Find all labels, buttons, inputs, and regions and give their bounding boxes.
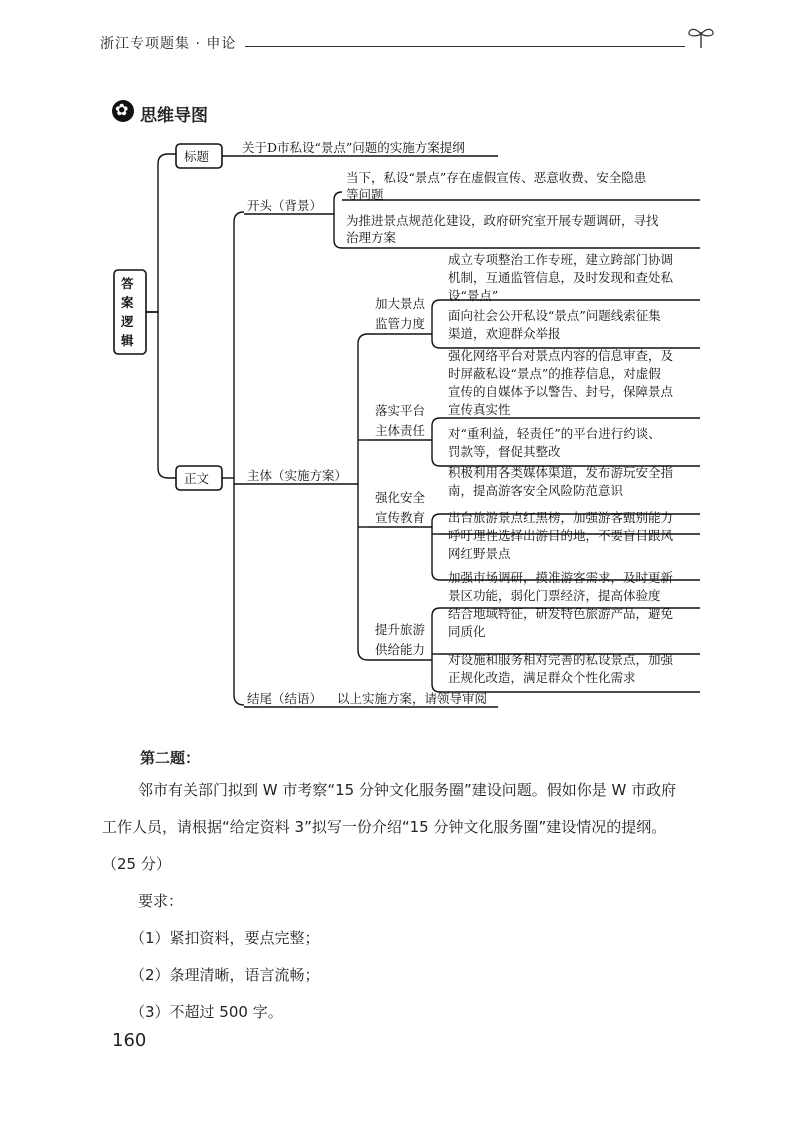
item-text: 渠道，欢迎群众举报 (448, 326, 561, 341)
question-line: 邻市有关部门拟到 W 市考察“15 分钟文化服务圈”建设问题。假如你是 W 市政府 (138, 781, 677, 799)
opening-item-text: 治理方案 (346, 230, 397, 245)
opening-item-text: 当下，私设“景点”存在虚假宣传、恶意收费、安全隐患 (346, 170, 647, 185)
mind-map (100, 130, 720, 730)
item-text: 南，提高游客安全风险防范意识 (448, 483, 624, 498)
opening-branch (334, 214, 342, 248)
section-title: 思维导图 (140, 106, 208, 126)
item-branch (432, 514, 440, 527)
item-text: 积极利用各类媒体渠道，发布游玩安全指 (448, 465, 674, 480)
item-text: 结合地域特征，研发特色旅游产品，避免 (448, 606, 674, 621)
root-to-body-line (146, 312, 176, 478)
requirement-item: （1）紧扣资料，要点完整； (130, 929, 320, 947)
item-text: 强化网络平台对景点内容的信息审查，及 (448, 348, 674, 363)
body-node-label: 正文 (184, 471, 210, 486)
group-spine (358, 484, 368, 660)
page-number: 160 (112, 1030, 147, 1051)
ending-text: 以上实施方案，请领导审阅 (337, 691, 488, 706)
item-branch (432, 660, 440, 692)
question-body (102, 772, 712, 1031)
item-text: 呼吁理性选择出游目的地，不要盲目跟风 (448, 528, 674, 543)
requirements-title: 要求： (138, 892, 184, 910)
group-spine (358, 334, 368, 484)
item-text: 正规化改造，满足群众个性化需求 (448, 670, 636, 685)
body-to-ending-line (234, 478, 244, 705)
root-node-char: 辑 (121, 333, 134, 348)
item-branch (432, 300, 440, 334)
body-to-opening-line (234, 212, 244, 478)
root-node-char: 案 (121, 295, 134, 310)
item-branch (432, 527, 440, 580)
item-text: 时屏蔽私设“景点”的推荐信息，对虚假 (448, 366, 661, 381)
group-label: 强化安全 (375, 490, 426, 505)
item-text: 宣传的自媒体予以警告、封号，保障景点 (448, 384, 674, 399)
item-text: 加强市场调研，摸准游客需求，及时更新 (448, 570, 674, 585)
question-title: 第二题： (140, 749, 201, 767)
opening-branch (334, 192, 342, 214)
item-text: 对“重利益，轻责任”的平台进行约谈、 (448, 426, 661, 441)
opening-label: 开头（背景） (247, 198, 323, 213)
item-branch (432, 608, 440, 660)
item-text: 设“景点” (448, 288, 499, 303)
item-branch (432, 418, 440, 440)
item-branch (432, 440, 440, 466)
title-text: 关于D市私设“景点”问题的实施方案提纲 (242, 140, 465, 155)
group-label: 供给能力 (375, 642, 426, 657)
ending-label: 结尾（结语） (247, 691, 323, 706)
header-rule (245, 46, 685, 47)
item-branch (432, 334, 440, 348)
opening-item-text: 等问题 (346, 187, 384, 202)
group-label: 提升旅游 (375, 622, 426, 637)
root-node-char: 答 (121, 276, 134, 291)
item-text: 景区功能，弱化门票经济，提高体验度 (448, 588, 661, 603)
requirement-item: （2）条理清晰，语言流畅； (130, 966, 320, 984)
item-text: 对设施和服务相对完善的私设景点，加强 (448, 652, 674, 667)
item-text: 面向社会公开私设“景点”问题线索征集 (448, 308, 661, 323)
book-title: 浙江专项题集 · 申论 (100, 36, 237, 52)
flower-badge-icon (112, 100, 134, 122)
item-text: 出台旅游景点红黑榜，加强游客甄别能力 (448, 510, 674, 525)
question-line: 工作人员，请根据“给定资料 3”拟写一份介绍“15 分钟文化服务圈”建设情况的提纲。 (102, 818, 667, 836)
group-label: 宣传教育 (375, 510, 426, 525)
group-label: 监管力度 (375, 316, 426, 331)
opening-item-text: 为推进景点规范化建设，政府研究室开展专题调研，寻找 (346, 213, 659, 228)
question-line: （25 分） (102, 855, 171, 873)
group-label: 主体责任 (375, 423, 426, 438)
group-label: 落实平台 (375, 403, 426, 418)
item-text: 网红野景点 (448, 546, 511, 561)
item-text: 机制，互通监管信息，及时发现和查处私 (448, 270, 674, 285)
requirement-item: （3）不超过 500 字。 (130, 1003, 283, 1021)
title-node-label: 标题 (184, 149, 210, 164)
item-text: 同质化 (448, 624, 486, 639)
item-text: 罚款等，督促其整改 (448, 444, 561, 459)
sprout-icon (686, 24, 716, 50)
item-text: 成立专项整治工作专班，建立跨部门协调 (448, 252, 674, 267)
main-label: 主体（实施方案） (247, 468, 348, 483)
root-node-char: 逻 (121, 314, 134, 329)
root-to-title-line (146, 154, 176, 312)
item-text: 宣传真实性 (448, 402, 511, 417)
group-label: 加大景点 (375, 296, 426, 311)
